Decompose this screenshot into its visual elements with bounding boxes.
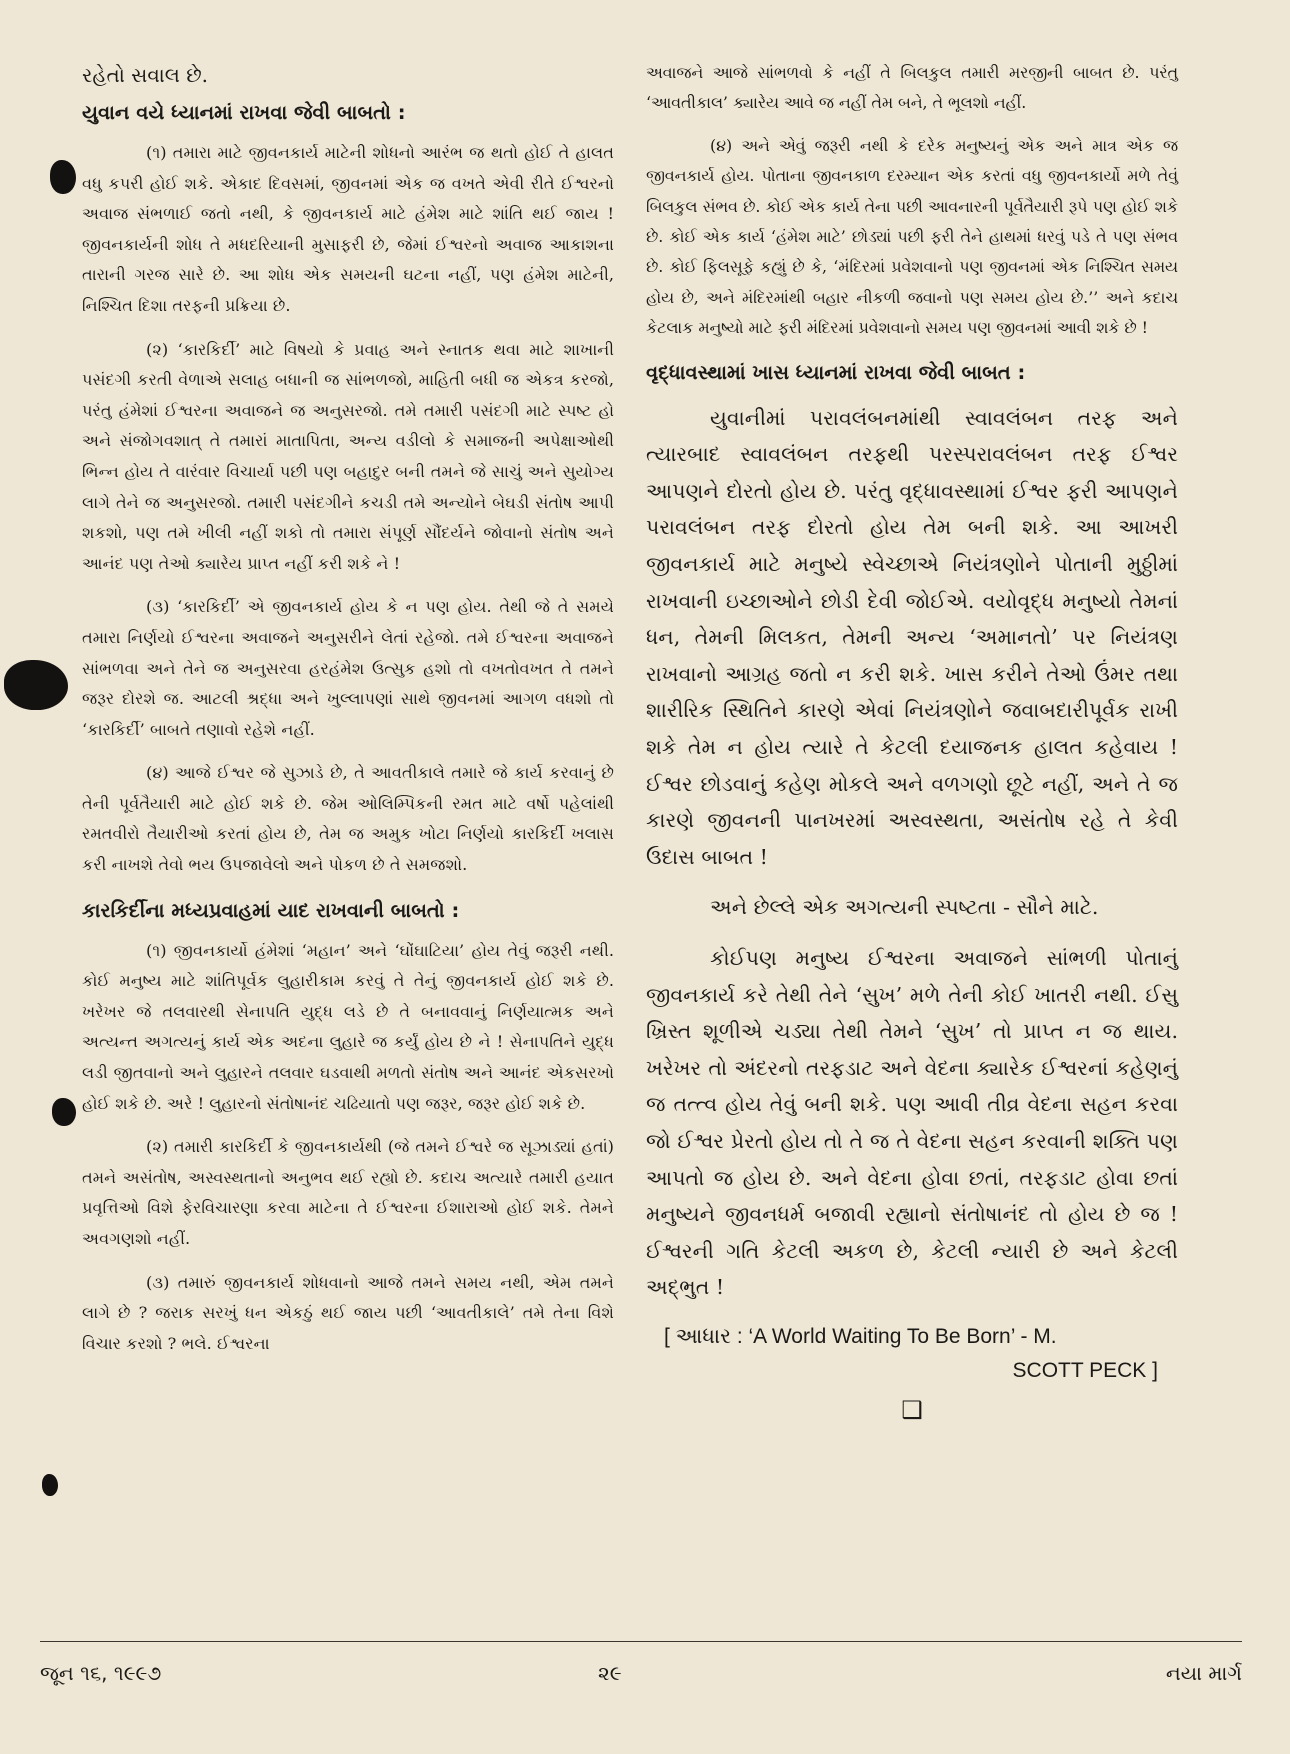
youth-point-4: (૪) આજે ઈશ્વર જે સુઝાડે છે, તે આવતીકાલે તમારે જે કાર્ય કરવાનું છે તેની પૂર્વતૈયારી માટે હોઈ શકે છે. જેમ ઓલિમ્પિકની રમત માટે વર્ષો પહેલાંથી રમતવીરો તૈયારીઓ કરતાં હોય છે, તેમ જ અમુક ખોટા નિર્ણયો કારકિર્દી ખલાસ કરી નાખશે તેવો ભય ઉપજાવેલો અને પોકળ છે તે સમજશો.: [82, 763, 614, 875]
source-citation: [646, 1320, 1178, 1388]
source-line-2: SCOTT PECK ]: [1012, 1358, 1158, 1382]
youth-point-3: (૩) ‘કારકિર્દી’ એ જીવનકાર્ય હોય કે ન પણ હોય. તેથી જે તે સમયે તમારા નિર્ણયો ઈશ્વરના અવાજને અનુસરીને લેતાં રહેજો. તમે ઈશ્વરના અવાજને સાંભળવા અને તેને જ અનુસરવા હરહંમેશ ઉત્સુક હશો તો વખતોવખત તે તમને જરૂર દોરશે જ. આટલી શ્રદ્ધા અને ખુલ્લાપણાં સાથે જીવનમાં આગળ વધશો તો ‘કારકિર્દી’ બાબતે તણાવો રહેશે નહીં.: [82, 597, 614, 739]
midcareer-point-2: (૨) તમારી કારકિર્દી કે જીવનકાર્યથી (જે તમને ઈશ્વરે જ સૂઝાડ્યાં હતાં) તમને અસંતોષ, અસ્વસ્થતાનો અનુભવ થઈ રહ્યો છે. કદાચ અત્યારે તમારી હયાત પ્રવૃત્તિઓ વિશે ફેરવિચારણા કરવા માટેના તે ઈશ્વરના ઈશારાઓ હોઈ શકે. તેમને અવગણશો નહીં.: [82, 1137, 614, 1248]
source-line-1: [ આધાર : ‘A World Waiting To Be Born’ - M.: [664, 1324, 1057, 1348]
footer-date: જૂન ૧૬, ૧૯૯૭: [40, 1661, 162, 1685]
magazine-name: નયા માર્ગ: [1165, 1661, 1242, 1685]
clarification-line: અને છેલ્લે એક અગત્યની સ્પષ્ટતા - સૌને માટે.: [710, 895, 1099, 920]
binding-hole-1: [50, 160, 76, 194]
left-top-line: રહેતો સવાલ છે.: [82, 63, 209, 87]
heading-youth: યુવાન વયે ધ્યાનમાં રાખવા જેવી બાબતો :: [82, 101, 406, 124]
binding-hole-4: [42, 1474, 58, 1496]
page-number: ૨૯: [598, 1661, 622, 1685]
binding-hole-2: [4, 660, 68, 710]
end-mark: ❑: [901, 1395, 923, 1424]
heading-midcareer: કારકિર્દીના મધ્યપ્રવાહમાં યાદ રાખવાની બાબતો :: [82, 898, 460, 922]
continuation-text: અવાજને આજે સાંભળવો કે નહીં તે બિલકુલ તમારી મરજીની બાબત છે. પરંતુ ‘આવતીકાલ’ ક્યારેય આવે જ નહીં તેમ બને, તે ભૂલશો નહીં.: [646, 63, 1178, 113]
heading-old-age: વૃદ્ધાવસ્થામાં ખાસ ધ્યાનમાં રાખવા જેવી બાબત :: [646, 360, 1026, 384]
right-column: [646, 58, 1178, 1430]
youth-point-1: (૧) તમારા માટે જીવનકાર્ય માટેની શોધનો આરંભ જ થતો હોઈ તે હાલત વધુ કપરી હોઈ શકે. એકાદ દિવસમાં, જીવનમાં એક જ વખતે એવી રીતે ઈશ્વરનો અવાજ સંભળાઈ જતો નથી, કે જીવનકાર્ય માટે હંમેશ માટે શાંતિ થઈ જાય ! જીવનકાર્યની શોધ તે મધદરિયાની મુસાફરી છે, જેમાં ઈશ્વરનો અવાજ આકાશના તારાની ગરજ સારે છે. આ શોધ એક સમયની ઘટના નહીં, પણ હંમેશ માટેની, નિશ્ચિત દિશા તરફની પ્રક્રિયા છે.: [82, 143, 614, 315]
footer-divider: [40, 1641, 1242, 1642]
old-age-text: યુવાનીમાં પરાવલંબનમાંથી સ્વાવલંબન તરફ અને ત્યારબાદ સ્વાવલંબન તરફથી પરસ્પરાવલંબન તરફ ઈશ્વર આપણને દોરતો હોય છે. પરંતુ વૃદ્ધાવસ્થામાં ઈશ્વર ફરી આપણને પરાવલંબન તરફ દોરતો હોય તેમ બની શકે. આ આખરી જીવનકાર્ય માટે મનુષ્યે સ્વેચ્છાએ નિયંત્રણોને પોતાની મુઠ્ઠીમાં રાખવાની ઇચ્છાઓને છોડી દેવી જોઈએ. વયોવૃદ્ધ મનુષ્યો તેમનાં ધન, તેમની મિલકત, તેમની અન્ય ‘અમાનતો’ પર નિયંત્રણ રાખવાનો આગ્રહ જતો ન કરી શકે. ખાસ કરીને તેઓ ઉંમર તથા શારીરિક સ્થિતિને કારણે એવાં નિયંત્રણોને જવાબદારીપૂર્વક રાખી શકે તેમ ન હોય ત્યારે તે કેટલી દયાજનક હાલત કહેવાય ! ઈશ્વર છોડવાનું કહેણ મોકલે અને વળગણો છૂટે નહીં, અને તે જ કારણે જીવનની પાનખરમાં અસ્વસ્થતા, અસંતોષ રહે તે કેવી ઉદાસ બાબત !: [646, 405, 1178, 869]
youth-point-2: (૨) ‘કારકિર્દી’ માટે વિષયો કે પ્રવાહ અને સ્નાતક થવા માટે શાખાની પસંદગી કરતી વેળાએ સલાહ બધાની જ સાંભળજો, માહિતી બધી જ એકત્ર કરજો, પરંતુ હંમેશાં ઈશ્વરના અવાજને જ અનુસરજો. તમે તમારી પસંદગી માટે સ્પષ્ટ હો અને સંજોગવશાત્ તે તમારાં માતાપિતા, અન્ય વડીલો કે સમાજની અપેક્ષાઓથી ભિન્ન હોય તે વારંવાર વિચાર્યા પછી પણ બહાદુર બની તમને જે સાચું અને સુયોગ્ય લાગે તેને જ અનુસરજો. તમારી પસંદગીને કચડી તમે અન્યોને બેઘડી સંતોષ આપી શકશો, પણ તમે ખીલી નહીં શકો તો તમારા સંપૂર્ણ સૌંદર્યને જોવાનો સંતોષ અને આનંદ પણ તેઓ ક્યારેય પ્રાપ્ત નહીં કરી શકે ને !: [82, 339, 614, 573]
midcareer-point-1: (૧) જીવનકાર્યો હંમેશાં ‘મહાન’ અને ‘ઘોંઘાટિયા’ હોય તેવું જરૂરી નથી. કોઈ મનુષ્ય માટે શાંતિપૂર્વક લુહારીકામ કરવું તે તેનું જીવનકાર્ય હોઈ શકે છે. ખરેખર જે તલવારથી સેનાપતિ યુદ્ધ લડે છે તે બનાવવાનું નિર્ણયાત્મક અને અત્યન્ત અગત્યનું કાર્ય એક અદના લુહારે જ કર્યું હોય છે ને ! સેનાપતિને યુદ્ધ લડી જીતવાનો અને લુહારને તલવાર ઘડવાથી મળતો સંતોષ અને આનંદ એકસરખો હોઈ શકે છે. અરે ! લુહારનો સંતોષાનંદ ચઢિયાતો પણ જરૂર, જરૂર હોઈ શકે છે.: [82, 940, 614, 1113]
left-column: [82, 58, 614, 1372]
binding-hole-3: [52, 1098, 76, 1126]
right-point-4: (૪) અને એવું જરૂરી નથી કે દરેક મનુષ્યનું એક અને માત્ર એક જ જીવનકાર્ય હોય. પોતાના જીવનકાળ દરમ્યાન એક કરતાં વધુ જીવનકાર્યો મળે તેવું બિલકુલ સંભવ છે. કોઈ એક કાર્ય તેના પછી આવનારની પૂર્વતૈયારી રૂપે પણ હોઈ શકે છે. કોઈ એક કાર્ય ‘હંમેશ માટે’ છોડ્યાં પછી ફરી તેને હાથમાં ધરવું પડે તે પણ સંભવ છે. કોઈ ફિલસૂફે કહ્યું છે કે, ‘મંદિરમાં પ્રવેશવાનો પણ જીવનમાં એક નિશ્ચિત સમય હોય છે, અને મંદિરમાંથી બહાર નીકળી જવાનો પણ સમય હોય છે.’’ અને કદાચ કેટલાક મનુષ્યો માટે ફરી મંદિરમાં પ્રવેશવાનો સમય પણ જીવનમાં આવી શકે છે !: [646, 135, 1178, 338]
closing-text: કોઈપણ મનુષ્ય ઈશ્વરના અવાજને સાંભળી પોતાનું જીવનકાર્ય કરે તેથી તેને ‘સુખ’ મળે તેની કોઈ ખાતરી નથી. ઈસુ ખ્રિસ્ત શૂળીએ ચડ્યા તેથી તેમને ‘સુખ’ તો પ્રાપ્ત ન જ થાય. ખરેખર તો અંદરનો તરફડાટ અને વેદના ક્યારેક ઈશ્વરનાં કહેણનું જ તત્ત્વ હોય તેવું બની શકે. પણ આવી તીવ્ર વેદના સહન કરવા જો ઈશ્વર પ્રેરતો હોય તો તે જ તે વેદના સહન કરવાની શક્તિ પણ આપતો જ હોય છે. અને વેદના હોવા છતાં, તરફડાટ હોવા છતાં મનુષ્યને જીવનધર્મ બજાવી રહ્યાનો સંતોષાનંદ તો હોય છે જ ! ઈશ્વરની ગતિ કેટલી અકળ છે, કેટલી ન્યારી છે અને કેટલી અદ્ભુત !: [646, 945, 1178, 1300]
midcareer-point-3: (૩) તમારું જીવનકાર્ય શોધવાનો આજે તમને સમય નથી, એમ તમને લાગે છે ? જરાક સરખું ધન એકઠું થઈ જાય પછી ‘આવતીકાલે’ તમે તેના વિશે વિચાર કરશો ? ભલે. ઈશ્વરના: [82, 1272, 614, 1353]
